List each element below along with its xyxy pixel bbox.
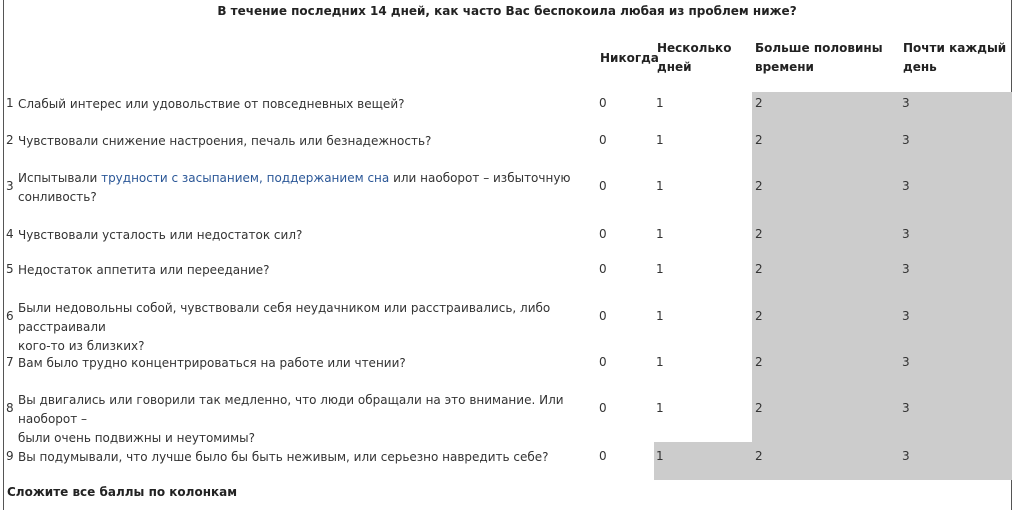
col-header-more-half-line1: Больше половины (755, 41, 883, 55)
question-number: 3 (6, 179, 14, 193)
score-never[interactable]: 0 (599, 262, 607, 276)
sum-instructions: Сложите все баллы по колонкам (7, 485, 238, 499)
question-text: Вам было трудно концентрироваться на работе или чтении? (18, 356, 406, 370)
question-number: 2 (6, 133, 14, 147)
score-nearly-every-day[interactable]: 3 (902, 179, 910, 193)
score-never[interactable]: 0 (599, 179, 607, 193)
score-nearly-every-day[interactable]: 3 (902, 227, 910, 241)
question-number: 4 (6, 227, 14, 241)
col-header-several-days (657, 39, 731, 77)
col-header-nearly-every-day (903, 39, 1006, 77)
score-never[interactable]: 0 (599, 355, 607, 369)
score-never[interactable]: 0 (599, 309, 607, 323)
score-several-days[interactable]: 1 (656, 309, 664, 323)
question-text: Чувствовали усталость или недостаток сил? (18, 228, 303, 242)
score-several-days[interactable]: 1 (656, 449, 664, 463)
score-more-than-half[interactable]: 2 (755, 227, 763, 241)
score-more-than-half[interactable]: 2 (755, 96, 763, 110)
score-several-days[interactable]: 1 (656, 401, 664, 415)
score-never[interactable]: 0 (599, 401, 607, 415)
col-header-never-label: Никогда (600, 51, 659, 65)
question-number: 6 (6, 309, 14, 323)
score-nearly-every-day[interactable]: 3 (902, 355, 910, 369)
question-text: Были недовольны собой, чувствовали себя неудачником или расстраивались, либо расстраивали кого-то из близких? (18, 301, 551, 353)
question-number: 9 (6, 449, 14, 463)
score-several-days[interactable]: 1 (656, 262, 664, 276)
col-header-several-line1: Несколько (657, 41, 732, 55)
col-header-nearly-line2: день (903, 60, 937, 74)
question-number: 5 (6, 262, 14, 276)
questionnaire-title: В течение последних 14 дней, как часто Вас беспокоила любая из проблем ниже? (217, 4, 797, 18)
sleep-problems-link[interactable]: трудности с засыпанием, поддержанием сна (101, 171, 390, 185)
score-never[interactable]: 0 (599, 449, 607, 463)
score-more-than-half[interactable]: 2 (755, 133, 763, 147)
score-never[interactable]: 0 (599, 96, 607, 110)
col-header-never (600, 49, 659, 68)
score-more-than-half[interactable]: 2 (755, 179, 763, 193)
score-several-days[interactable]: 1 (656, 179, 664, 193)
score-several-days[interactable]: 1 (656, 133, 664, 147)
score-nearly-every-day[interactable]: 3 (902, 309, 910, 323)
score-several-days[interactable]: 1 (656, 355, 664, 369)
question-text: Вы подумывали, что лучше было бы быть неживым, или серьезно навредить себе? (18, 450, 549, 464)
score-nearly-every-day[interactable]: 3 (902, 401, 910, 415)
score-nearly-every-day[interactable]: 3 (902, 449, 910, 463)
selected-answer-highlight-q9 (654, 442, 1012, 480)
col-header-nearly-line1: Почти каждый (903, 41, 1007, 55)
question-number: 7 (6, 355, 14, 369)
question-text: Недостаток аппетита или переедание? (18, 263, 270, 277)
selected-answers-highlight (752, 92, 1012, 442)
score-nearly-every-day[interactable]: 3 (902, 133, 910, 147)
score-several-days[interactable]: 1 (656, 96, 664, 110)
col-header-more-than-half (755, 39, 883, 77)
question-text: Испытывали трудности с засыпанием, поддержанием сна или наоборот – избыточную сонливость? (18, 171, 571, 204)
question-text: Чувствовали снижение настроения, печаль или безнадежность? (18, 134, 432, 148)
col-header-more-half-line2: времени (755, 60, 814, 74)
question-number: 8 (6, 401, 14, 415)
question-number: 1 (6, 96, 14, 110)
score-more-than-half[interactable]: 2 (755, 309, 763, 323)
question-text: Вы двигались или говорили так медленно, что люди обращали на это внимание. Или наоборот – были очень подвижны и неутомимы? (18, 393, 564, 445)
score-more-than-half[interactable]: 2 (755, 355, 763, 369)
score-more-than-half[interactable]: 2 (755, 449, 763, 463)
score-never[interactable]: 0 (599, 133, 607, 147)
col-header-several-line2: дней (657, 60, 692, 74)
score-never[interactable]: 0 (599, 227, 607, 241)
score-several-days[interactable]: 1 (656, 227, 664, 241)
question-text: Слабый интерес или удовольствие от повседневных вещей? (18, 97, 405, 111)
score-more-than-half[interactable]: 2 (755, 262, 763, 276)
score-nearly-every-day[interactable]: 3 (902, 96, 910, 110)
score-more-than-half[interactable]: 2 (755, 401, 763, 415)
score-nearly-every-day[interactable]: 3 (902, 262, 910, 276)
